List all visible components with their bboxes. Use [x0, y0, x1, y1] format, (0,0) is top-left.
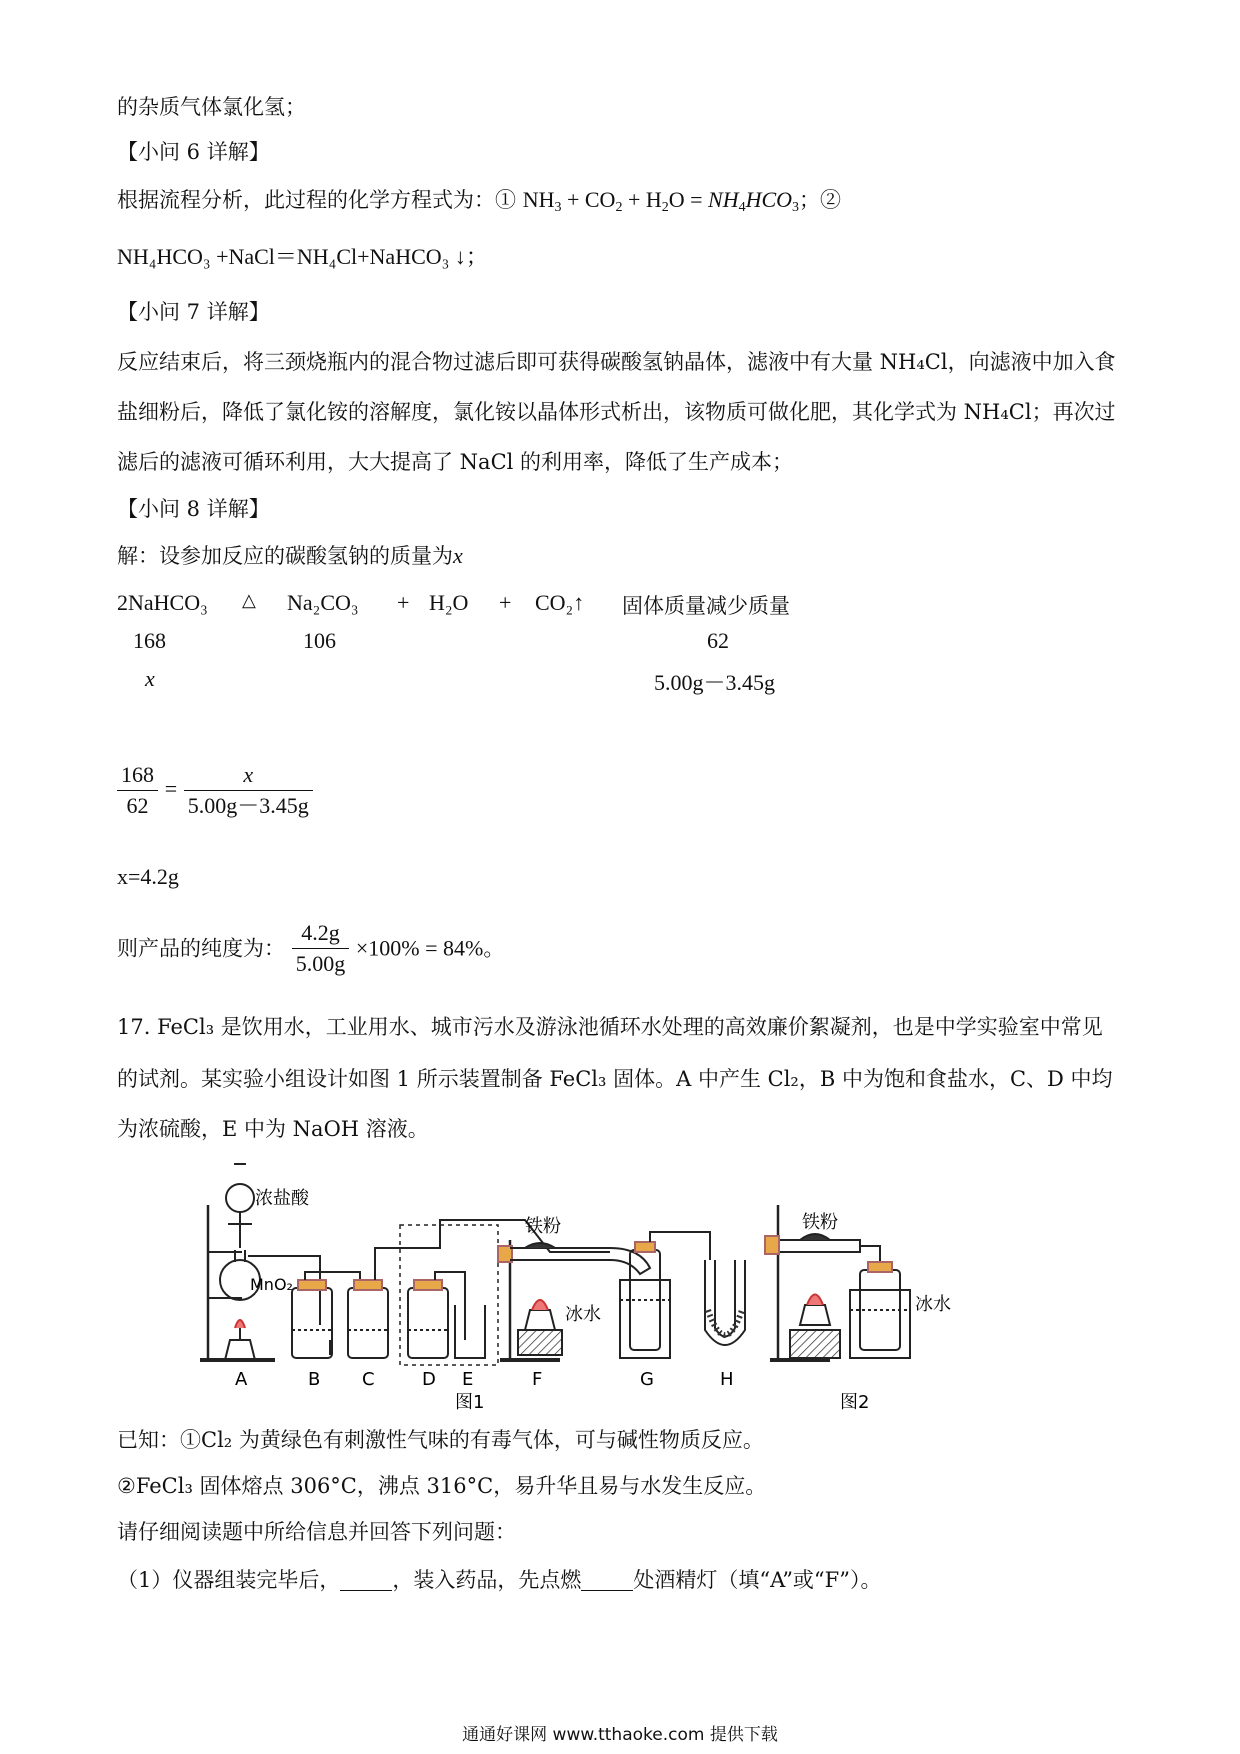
separator: ；: [799, 188, 821, 212]
label-a: A: [235, 1369, 248, 1390]
text-line: 的杂质气体氯化氢；: [117, 95, 306, 119]
label-hcl: 浓盐酸: [255, 1188, 309, 1209]
text: 根据流程分析，此过程的化学方程式为：: [117, 188, 495, 212]
footer: 通通好课网 www.tthaoke.com 提供下载: [462, 1725, 778, 1745]
figure-1-caption: 图1: [455, 1392, 485, 1410]
label-c: C: [362, 1369, 375, 1390]
label-h: H: [720, 1369, 734, 1390]
eq-cell: Na₂CO₃: [287, 590, 359, 615]
eq-cell: 62: [707, 628, 729, 653]
eq-cell: +: [499, 590, 512, 615]
fraction-left: $\frac{168}{62}$: [117, 760, 158, 821]
question-17-line: 为浓硫酸，E 中为 NaOH 溶液。: [117, 1117, 429, 1141]
solution-intro: 解：设参加反应的碳酸氢钠的质量为x: [117, 543, 463, 568]
eq-cell: CO₂↑: [535, 590, 585, 615]
section-heading-8: 【小问 8 详解】: [117, 497, 270, 521]
question-17-line: 的试剂。某实验小组设计如图 1 所示装置制备 FeCl₃ 固体。A 中产生 Cl₂，B 中为饱和食盐水，C、D 中均: [117, 1067, 1113, 1091]
eq-cell: 168: [133, 628, 166, 653]
eq-cell: H₂O: [429, 590, 469, 615]
reaction-table: [117, 590, 917, 710]
proportion-equation: $\frac{168}{62}$ = $\frac{x}{5.00g-3.45g}$: [117, 760, 313, 821]
instruction: 请仔细阅读题中所给信息并回答下列问题：: [117, 1520, 516, 1544]
label-iron-powder-2: 铁粉: [802, 1212, 838, 1233]
equation-line-1: [117, 185, 841, 215]
label-mno2: MnO₂: [250, 1275, 293, 1294]
purity-line: 则产品的纯度为： $\frac{4.2g}{5.00g}$ ×100% = 84%。: [117, 918, 504, 979]
fraction-right: $\frac{x}{5.00g-3.45g}$: [184, 760, 313, 821]
label-g: G: [640, 1369, 654, 1390]
circle-number-1: ①: [495, 188, 516, 212]
paragraph-line: 反应结束后，将三颈烧瓶内的混合物过滤后即可获得碳酸氢钠晶体，滤液中有大量 NH₄Cl，向滤液中加入食: [117, 350, 1116, 374]
eq-cell: x: [145, 666, 155, 691]
question-17-line: 17. FeCl₃ 是饮用水，工业用水、城市污水及游泳池循环水处理的高效廉价絮凝剂，也是中学实验室中常见: [117, 1015, 1103, 1039]
paragraph-line: 盐细粉后，降低了氯化铵的溶解度，氯化铵以晶体形式析出，该物质可做化肥，其化学式为 NH₄Cl；再次过: [117, 400, 1116, 424]
label-e: E: [462, 1369, 474, 1390]
equation-2: NH₄HCO₃ +NaCl＝NH₄Cl+NaHCO₃ ↓；: [117, 244, 488, 269]
figure-2-caption: 图2: [840, 1392, 870, 1410]
eq-cell: 106: [303, 628, 336, 653]
eq-cell: 5.00g－3.45g: [654, 670, 776, 695]
heat-symbol: △: [242, 590, 256, 610]
label-iron-powder-1: 铁粉: [525, 1216, 561, 1237]
label-ice-water-2: 冰水: [915, 1294, 951, 1315]
section-heading-7: 【小问 7 详解】: [117, 300, 270, 324]
circle-number-2: ②: [820, 188, 842, 212]
section-heading-6: 【小问 6 详解】: [117, 140, 270, 164]
label-f: F: [532, 1369, 543, 1390]
eq-cell: 固体质量减少质量: [622, 594, 790, 618]
answer-blank-2[interactable]: [581, 1568, 633, 1591]
known-1: 已知：①Cl₂ 为黄绿色有刺激性气味的有毒气体，可与碱性物质反应。: [117, 1428, 764, 1452]
equation-1: $NH_3 + CO_2 + H_2O = NH_4HCO_3$: [522, 187, 800, 215]
question-1: （1）仪器组装完毕后， ，装入药品，先点燃 处酒精灯（填“A”或“F”）。: [117, 1568, 882, 1592]
label-b: B: [308, 1369, 321, 1390]
purity-fraction: $\frac{4.2g}{5.00g}$: [292, 918, 350, 979]
eq-cell: +: [397, 590, 410, 615]
label-ice-water-1: 冰水: [565, 1304, 601, 1325]
label-d: D: [422, 1369, 436, 1390]
result-x: x=4.2g: [117, 864, 179, 889]
known-2: ②FeCl₃ 固体熔点 306°C，沸点 316°C，易升华且易与水发生反应。: [117, 1474, 767, 1498]
answer-blank-1[interactable]: [340, 1568, 392, 1591]
eq-cell: 2NaHCO₃: [117, 590, 208, 615]
apparatus-figure: [180, 1160, 1060, 1410]
paragraph-line: 滤后的滤液可循环利用，大大提高了 NaCl 的利用率，降低了生产成本；: [117, 450, 794, 474]
